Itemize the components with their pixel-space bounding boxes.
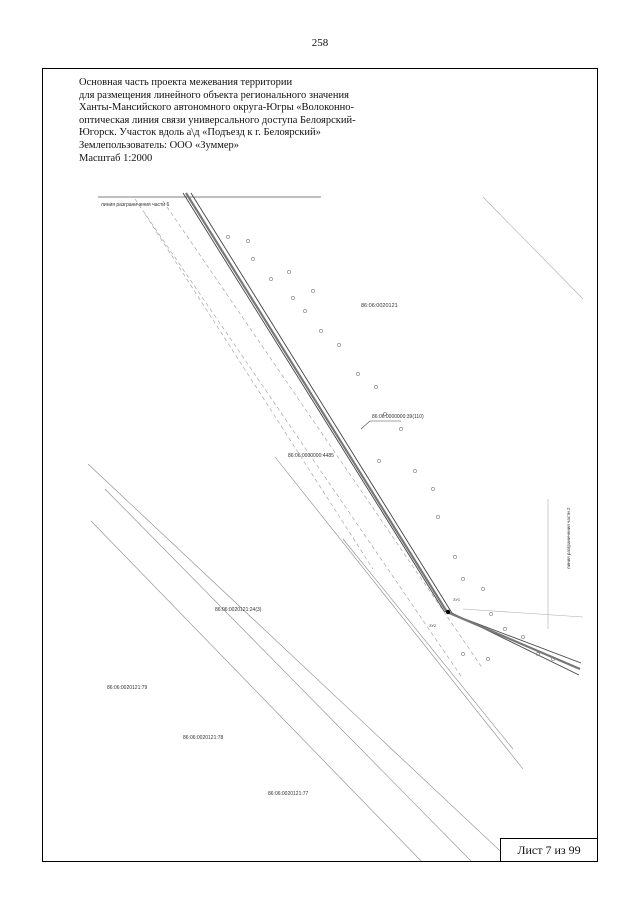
map-scale: Масштаб 1:2000: [79, 152, 153, 164]
label-vertex-2: ЗУ2: [429, 623, 437, 628]
label-top-left-zone: линия разграничения части 6: [101, 202, 170, 208]
title-block: [79, 77, 399, 165]
label-vertex-1: ЗУ1: [453, 597, 461, 602]
map-symbols: [226, 235, 554, 660]
title-line-3: Ханты-Мансийского автономного округа-Югры «Волоконно-: [79, 102, 354, 114]
dashed-lines: [135, 199, 483, 679]
corridor-label-leader-2: [361, 421, 370, 429]
corridor-vertex: [446, 610, 450, 614]
map-drawing: [43, 69, 598, 862]
label-parcel-78: 86:06:0020121:78: [183, 735, 224, 741]
label-parcel-north: 86:06:0020121: [361, 303, 398, 309]
title-line-1: Основная часть проекта межевания территории: [79, 77, 293, 88]
title-line-5: Югорск. Участок вдоль а\д «Подъезд к г. Белоярский»: [79, 127, 321, 139]
title-line-2: для размещения линейного объекта регионального значения: [79, 89, 349, 101]
page-number: 258: [311, 37, 329, 49]
sheet-label: Лист 7 из 99: [500, 838, 597, 861]
label-parcel-lower: 86:06:0020121:24(3): [215, 607, 262, 613]
label-parcel-79: 86:06:0020121:79: [107, 685, 148, 691]
right-boundary-lines: [463, 197, 583, 629]
label-parcel-corridor: 86:06:0000000:39(110): [372, 414, 424, 420]
road-corridor: [183, 193, 581, 675]
drawing-frame: [42, 68, 598, 862]
land-user: Землепользователь: ООО «Зуммер»: [79, 139, 240, 151]
label-parcel-road: 86:06:0000000:4485: [288, 453, 334, 459]
lower-diagonal-lines: [88, 457, 523, 862]
label-parcel-77: 86:06:0020121:77: [268, 791, 309, 797]
label-right-zone: линия разграничения части 2: [566, 507, 571, 569]
title-line-4: оптическая линия связи универсального доступа Белоярский-: [79, 114, 356, 126]
